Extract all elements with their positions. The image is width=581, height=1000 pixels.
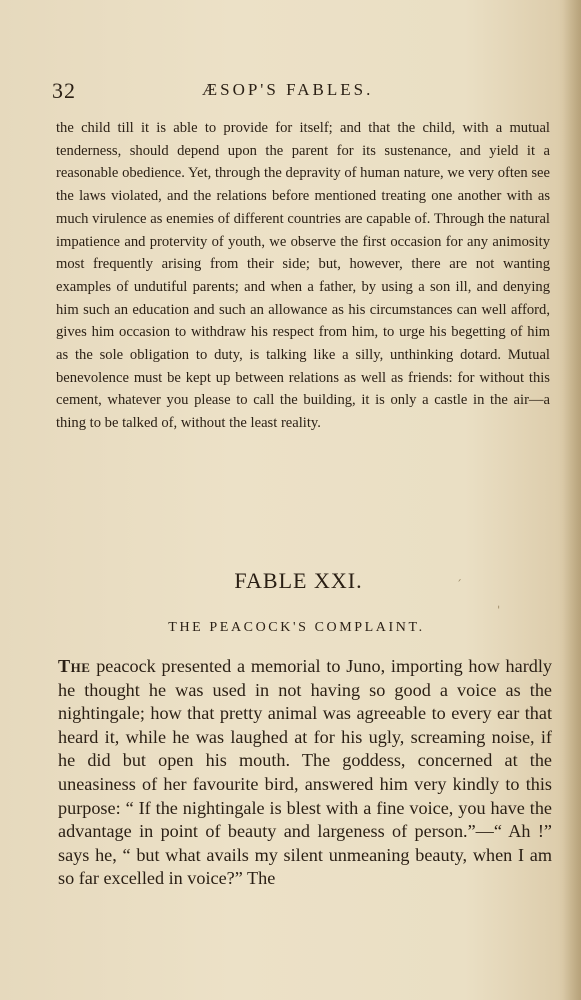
paper-speck-mark: ˈ [497,604,501,618]
intro-paragraph-block [56,117,550,435]
page-number: 32 [52,78,76,103]
fable-subtitle: THE PEACOCK'S COMPLAINT. [168,620,425,635]
paper-speck-mark: ˊ [456,578,462,592]
fable-heading: FABLE XXI. [234,568,363,593]
running-head [52,78,552,104]
fable-paragraph [58,655,552,891]
page-edge-shadow [563,0,581,1000]
fable-text-block [58,655,552,891]
fable-body-text: peacock presented a memorial to Juno, importing how hardly he thought he was used in not having so good a voice as the nightingale; how that pretty animal was agreeable to every ear that heard it, while he was laughed at for his ugly, screaming noise, if he did but open his mouth. The goddess, concerned at the uneasiness of her favourite bird, answered him very kindly to this purpose: “ If the nightingale is blest with a fine voice, you have the advantage in point of beauty and largeness of person.”—“ Ah !” says he, “ but what avails my silent unmeaning beauty, when I am so far excelled in voice?” The [58,656,552,889]
fable-first-word: The [58,656,91,676]
running-head-title: ÆSOP'S FABLES. [202,80,374,99]
intro-paragraph: the child till it is able to provide for itself; and that the child, with a mutual tenderness, should depend upon the parent for its sustenance, and yield it a reasonable obedience. Yet, through the depravity of human nature, we very often see the laws violated, and the relations before mentioned treating one another with as much virulence as enemies of different countries are capable of. Through the natural impatience and protervity of youth, we observe the first occasion for any animosity most frequently arising from their side; but, however, there are not wanting examples of undutiful parents; and when a father, by using a son ill, and denying him such an education and such an allowance as his circumstances can well afford, gives him occasion to withdraw his respect from him, to urge his begetting of him as the sole obligation to duty, is talking like a silly, unthinking dotard. Mutual benevolence must be kept up between relations as well as friends: for without this cement, whatever you please to call the building, it is only a castle in the air—a thing to be talked of, without the least reality. [56,120,550,432]
